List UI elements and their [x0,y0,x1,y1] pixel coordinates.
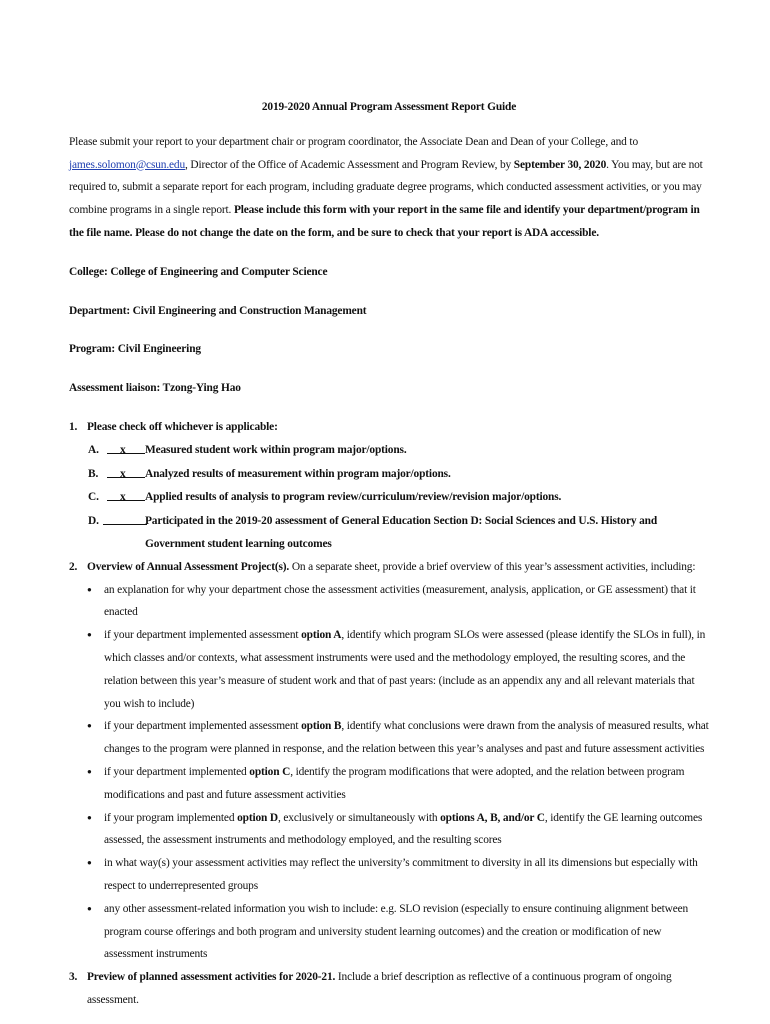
intro-text-1: Please submit your report to your department chair or program coordinator, the Associate Dean and Dean of your College, and to [69,135,638,148]
option-c-mark: x [120,491,126,504]
option-d-checkbox[interactable] [107,510,145,556]
email-link[interactable]: james.solomon@csun.edu [69,158,186,171]
list-item: ● any other assessment-related information you wish to include: e.g. SLO revision (especially to ensure continuing alignment between program course offerings and both program and university student learning outcomes) and the creation or modification of new assessment instruments [87,898,709,966]
intro-bold-instruction: Please include this form with your report in the same file and identify your department/program in the file name. Please do not change the date on the form, and be sure to check that your report is ADA accessible. [69,204,700,239]
option-a [88,439,709,463]
option-a-checkbox[interactable] [107,439,145,463]
option-b-mark: x [120,467,126,480]
section-3-heading: Preview of planned assessment activities for 2020-21. [87,971,336,984]
option-c-letter: C. [88,491,99,504]
option-d-text: Participated in the 2019-20 assessment of General Education Section D: Social Sciences and U.S. History and Government student learning outcomes [145,515,658,550]
option-b-letter: B. [88,467,99,480]
section-1-number: 1. [69,420,78,433]
document-body [69,96,709,1012]
list-item: ● in what way(s) your assessment activities may reflect the university’s commitment to diversity in all its dimensions but especially with respect to underrepresented groups [87,852,709,898]
option-d [88,510,709,556]
deadline-date: September 30, 2020 [513,158,607,171]
section-1 [69,416,709,439]
section-3-text: Include a brief description as reflective of a continuous program of ongoing assessment. [87,971,672,1006]
section-2-bullet-list [69,579,709,967]
intro-text-2: , Director of the Office of Academic Assessment and Program Review, by [185,158,514,171]
document-title: 2019-2020 Annual Program Assessment Report Guide [261,101,517,113]
bullet-icon: ● [87,858,92,868]
section-1-heading: Please check off whichever is applicable: [87,420,278,433]
option-c-text: Applied results of analysis to program review/curriculum/review/revision major/options. [145,491,562,504]
option-a-mark: x [120,443,126,456]
option-a-letter: A. [88,443,99,456]
section-3 [69,966,709,1012]
option-a-text: Measured student work within program major/options. [145,443,407,456]
bullet-icon: ● [87,630,92,640]
bullet-icon: ● [87,721,92,731]
bullet-icon: ● [87,812,92,822]
intro-paragraph [69,131,709,245]
option-c [88,486,709,510]
section-2-heading: Overview of Annual Assessment Project(s). [87,560,290,573]
program-field: Program: Civil Engineering [69,343,201,356]
bullet-icon: ● [87,584,92,594]
option-b-text: Analyzed results of measurement within program major/options. [145,467,451,480]
section-2-lead: On a separate sheet, provide a brief overview of this year’s assessment activities, including: [289,560,696,573]
option-c-checkbox[interactable] [107,486,145,510]
list-item: ● if your program implemented option D, exclusively or simultaneously with options A, B, and/or C, identify the GE learning outcomes assessed, the assessment instruments and methodology employed, and the resulting scores [87,807,709,853]
section-2-number: 2. [69,560,78,573]
liaison-field: Assessment liaison: Tzong-Ying Hao [69,382,241,395]
college-field: College: College of Engineering and Computer Science [69,265,328,278]
section-3-number: 3. [69,971,78,984]
option-b-checkbox[interactable] [107,463,145,487]
department-field: Department: Civil Engineering and Construction Management [69,304,367,317]
option-d-letter: D. [88,515,99,528]
intro-text-3: . You may, but are not required to, submit a separate report for each program, including graduate degree programs, which conducted assessment activities, or you may combine programs in a single report. [69,158,703,217]
list-item: ● if your department implemented assessment option B, identify what conclusions were drawn from the analysis of measured results, what changes to the program were planned in response, and the relation between this year’s analyses and past and future assessment activities [87,715,709,761]
list-item: ● if your department implemented option C, identify the program modifications that were adopted, and the relation between program modifications and past and future assessment activities [87,761,709,807]
bullet-icon: ● [87,903,92,913]
section-2 [69,556,709,579]
bullet-icon: ● [87,766,92,776]
option-b [88,463,709,487]
list-item: ● an explanation for why your department chose the assessment activities (measurement, analysis, application, or GE assessment) that it enacted [87,579,709,625]
list-item: ● if your department implemented assessment option A, identify which program SLOs were assessed (please identify the SLOs in full), in which classes and/or contexts, what assessment instruments were used and the methodology employed, the resulting scores, and the relation between this year’s measure of student work and that of past years: (include as an appendix any and all relevant materials that you wish to include) [87,624,709,715]
